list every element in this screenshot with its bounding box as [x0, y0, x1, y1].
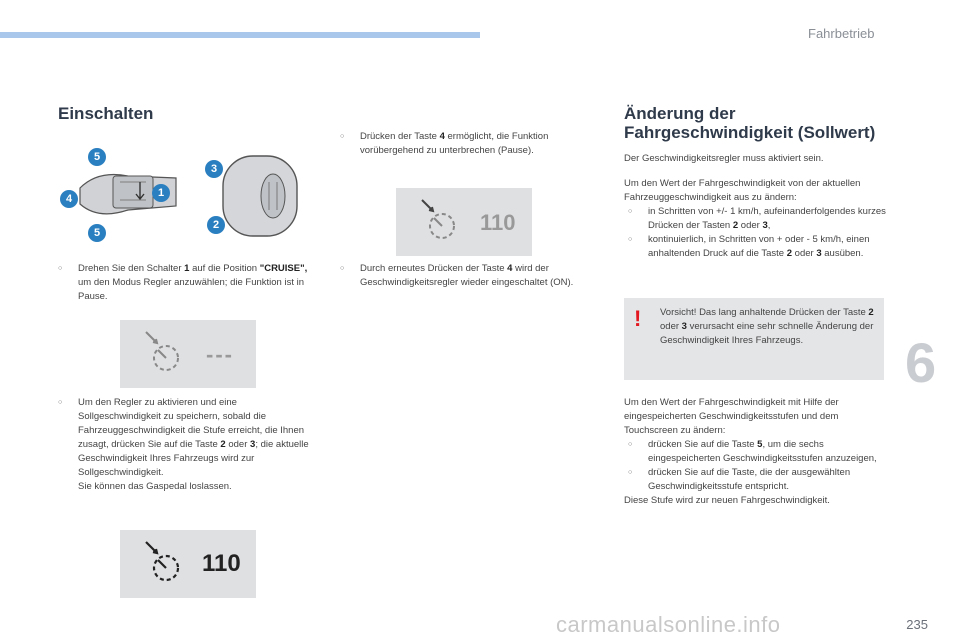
page-number: 235 [906, 617, 928, 632]
warning-icon: ! [634, 306, 642, 331]
callout-badge: 1 [152, 184, 170, 202]
stored-speed-instructions: Um den Wert der Fahrgeschwindigkeit mit Hilfe der eingespeicherten Geschwindigkeitsstufen und dem Touchscreen zu ändern: ○ drücken Sie auf die Taste 5, um die sechs eingespeicherten Geschwindigkeitsstufen anzuzeigen, ○ drücken Sie auf die Taste, die der ausgewählten Geschwindigkeitsstufe entspricht. Diese Stufe wird zur neuen Fahrgeschwindigkeit. [624, 396, 886, 508]
display-resume-panel [396, 188, 532, 256]
display-pause-panel [120, 320, 256, 388]
chapter-number: 6 [905, 331, 937, 394]
display-active-panel [120, 530, 256, 598]
callout-badge: 5 [88, 224, 106, 242]
display-value: 110 [480, 210, 516, 235]
callout-badge: 5 [88, 148, 106, 166]
speedometer-cruise-icon [120, 320, 256, 388]
callout-badge: 2 [207, 216, 225, 234]
warning-text: Vorsicht! Das lang anhaltende Drücken der Taste 2 oder 3 verursacht eine sehr schnelle Änderung der Geschwindigkeit Ihres Fahrzeugs. [660, 307, 874, 346]
callout-badge: 4 [60, 190, 78, 208]
header-accent-bar [0, 32, 480, 38]
lever-end-illustration [205, 152, 305, 242]
intro-text: Der Geschwindigkeitsregler muss aktiviert sein. [624, 153, 824, 164]
left-heading: Einschalten [58, 104, 154, 123]
callout-badge: 3 [205, 160, 223, 178]
section-title: Fahrbetrieb [808, 26, 875, 41]
watermark: carmanualsonline.info [556, 612, 781, 637]
change-speed-instructions: Um den Wert der Fahrgeschwindigkeit von der aktuellen Fahrzeuggeschwindigkeit aus zu ändern: ○ in Schritten von +/- 1 km/h, aufeinanderfolgendes kurzes Drücken der Tasten 2 oder 3, ○ kontinuierlich, in Schritten von + oder - 5 km/h, einen anhaltenden Druck auf die Taste 2 oder 3 ausüben. [624, 177, 886, 261]
step-resume: ○ Durch erneutes Drücken der Taste 4 wird der Geschwindigkeitsregler wieder eingeschaltet (ON). [340, 262, 580, 290]
stalk-illustration [58, 148, 188, 243]
step-turn-switch: ○ Drehen Sie den Schalter 1 auf die Position "CRUISE", um den Modus Regler anzuwählen; die Funktion ist in Pause. [58, 262, 308, 304]
step-pause: ○ Drücken der Taste 4 ermöglicht, die Funktion vorübergehend zu unterbrechen (Pause). [340, 130, 580, 158]
step-activate: ○ Um den Regler zu aktivieren und eine Sollgeschwindigkeit zu speichern, sobald die Fahrzeuggeschwindigkeit die Stufe erreicht, die Ihnen zusagt, drücken Sie auf die Taste 2 oder 3; die aktuelle Geschwindigkeit Ihres Fahrzeugs wird zur Sollgeschwindigkeit. Sie können das Gaspedal loslassen. [58, 396, 316, 494]
display-value: 110 [202, 550, 241, 577]
display-value: --- [206, 342, 234, 367]
warning-box [624, 298, 884, 380]
right-heading: Änderung der Fahrgeschwindigkeit (Sollwert) [624, 104, 876, 142]
